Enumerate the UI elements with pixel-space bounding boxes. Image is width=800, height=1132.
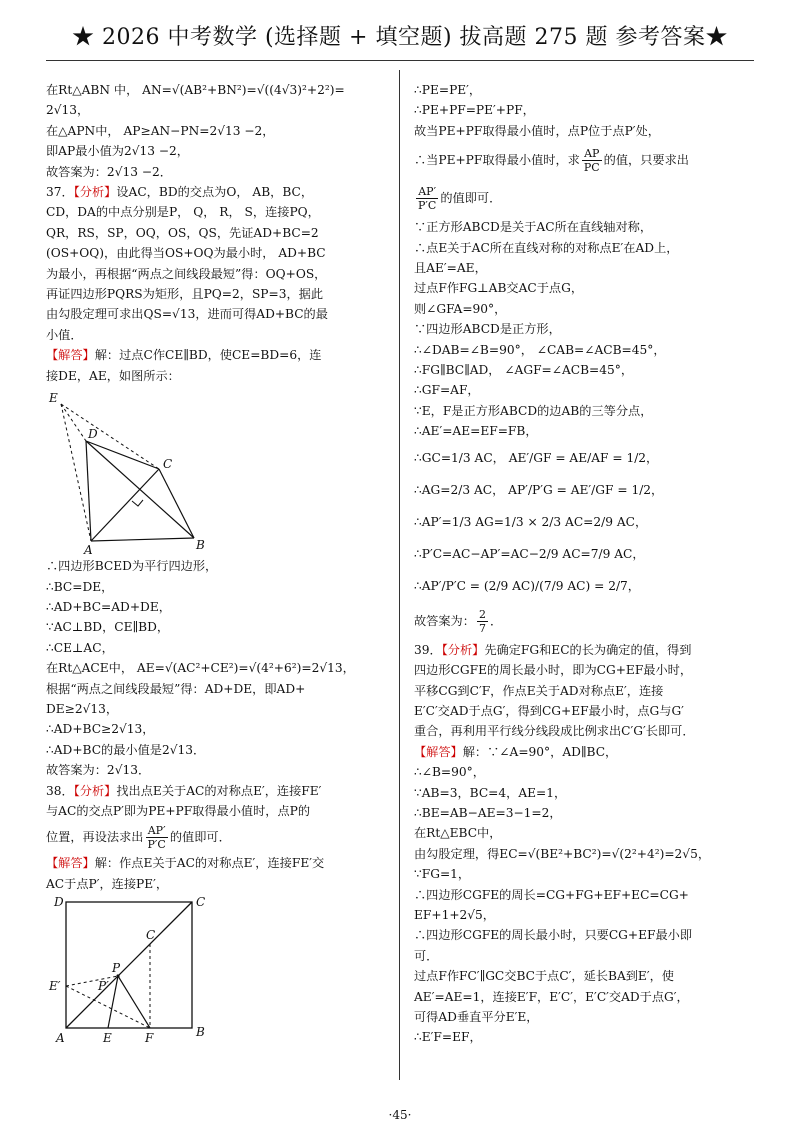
text-line: 且AE′=AE， [414,261,487,276]
header-rule [46,60,754,61]
page-number: ·45· [388,1108,412,1122]
solution-text: 解：∵∠A=90°，AD∥BC， [462,744,618,759]
text-line: ∴四边形CGFE的周长最小时，只要CG+EF最小即 [414,928,693,943]
text-line: ∴AD+BC=AD+DE， [46,599,171,614]
diagonal-AC [66,902,192,1028]
text-line: ∴PE=PE′， [414,83,482,97]
text-line-with-fraction [46,821,386,853]
left-column [46,80,386,1044]
label-A: A [56,1031,65,1045]
text-line: ∴四边形CGFE的周长=CG+FG+EF+EC=CG+ [414,887,689,902]
text-line: ∴四边形BCED为平行四边形， [46,559,218,574]
text-line: ∴AD+BC的最小值是2√13． [46,742,206,757]
label-D: D [88,427,98,442]
text-line: 故当PE+PF取得最小值时，点P位于点P′处， [414,123,660,138]
text-line: 在Rt△ABN 中， AN=√(AB²+BN²)=√((4√3)²+2²)= [46,83,345,97]
fraction [582,147,602,174]
analysis-text: 设AC，BD的交点为O， AB，BC， [116,185,314,200]
denominator: PC [583,161,600,175]
text-line: 在△APN中， AP≥AN−PN=2√13 −2， [46,123,275,138]
text-line: AE′=AE=1，连接E′F，E′C′，E′C′交AD于点G′， [414,989,689,1004]
text-line: ∴AE′=AE=EF=FB， [414,424,538,439]
text-span: 的值即可． [440,191,502,206]
text-line: 与AC的交点P′即为PE+PF取得最小值时，点P的 [46,803,311,818]
label-C: C [163,457,173,472]
text-line: AC于点P′，连接PE′， [46,876,169,891]
text-line: 接DE，AE，如图所示： [46,368,180,383]
analysis-text: 找出点E关于AC的对称点E′，连接FE′ [116,783,322,798]
text-line: 平移CG到C′F，作点E关于AD对称点E′，连接 [414,683,664,698]
text-line: 根据“两点之间线段最短”得：AD+DE，即AD+ [46,681,306,696]
q38-solution-line [46,853,386,873]
label-A: A [84,543,93,557]
text-line: 小值． [46,327,83,342]
fraction [416,185,438,212]
segment-DA [86,441,91,541]
text-line: 故答案为：2√13 −2． [46,164,172,179]
q39-solution-line [414,742,754,762]
text-line: ∴AP′=1/3 AG=1/3 × 2/3 AC=2/9 AC， [414,514,648,529]
text-line: ∵E，F是正方形ABCD的边AB的三等分点， [414,403,653,418]
q37-analysis-line [46,182,386,202]
text-line: ∴AD+BC≥2√13， [46,722,155,737]
analysis-tag: 【分析】 [73,185,117,200]
right-column [414,80,754,1048]
label-P: P [112,961,121,976]
text-line: ∵AB=3，BC=4，AE=1， [414,785,567,800]
segment-AC [91,469,159,541]
text-line-with-fraction [414,141,754,179]
text-line: ∴BC=DE， [46,579,114,594]
text-span: 的值即可． [169,830,231,845]
text-line: QR，RS，SP，OQ，OS，QS，先证AD+BC=2 [46,225,319,240]
text-line: 再证四边形PQRS为矩形，且PQ=2，SP=3，据此 [46,287,324,302]
text-line: 在Rt△ACE中， AE=√(AC²+CE²)=√(4²+6²)=2√13， [46,661,355,676]
text-span: 故答案为： [414,613,475,628]
segment-AB [91,538,194,541]
text-line: ∴FG∥BC∥AD， ∠AGF=∠ACB=45°， [414,363,634,378]
text-line: 过点F作FC′∥GC交BC于点C′，延长BA到E′，使 [414,969,674,984]
label-F: F [145,1031,154,1045]
fraction [146,824,168,851]
q38-analysis-line [46,781,386,801]
text-span: 位置，再设法求出 [46,830,144,845]
label-E: E [103,1031,112,1045]
column-divider [399,70,400,1080]
label-C: C [196,895,206,910]
text-line: 四边形CGFE的周长最小时，即为CG+EF最小时， [414,663,693,678]
text-line: 可得AD垂直平分E′E， [414,1010,539,1024]
page-header-title: ★ 2026 中考数学 (选择题 + 填空题) 拔高题 275 题 参考答案★ [71,25,729,50]
text-line: 过点F作FG⊥AB交AC于点G， [414,281,584,296]
right-angle-mark [132,500,143,506]
text-line: ∴PE+PF=PE′+PF， [414,103,535,118]
text-line: 为最小，再根据“两点之间线段最短”得：OQ+OS， [46,266,327,281]
text-line: 可． [414,948,439,963]
text-line: ∴AP′/P′C = (2/9 AC)/(7/9 AC) = 2/7， [414,578,640,593]
label-E: E [49,391,58,406]
text-line: CD，DA的中点分别是P， Q， R， S，连接PQ， [46,205,320,220]
text-line: ∴E′F=EF， [414,1030,482,1045]
figure-square-svg [46,894,246,1044]
segment-EC-dashed [61,404,159,469]
text-line: 在Rt△EBC中， [414,826,502,841]
text-line: ∵四边形ABCD是正方形， [414,322,561,337]
text-line: ∴点E关于AC所在直线对称的对称点E′在AD上， [414,240,679,255]
text-line: ∵正方形ABCD是关于AC所在直线轴对称， [414,220,653,235]
solution-text: 解：作点E关于AC的对称点E′，连接FE′交 [94,856,325,871]
label-D: D [54,895,64,910]
numerator: AP [582,147,602,161]
text-line: ∴∠DAB=∠B=90°， ∠CAB=∠ACB=45°， [414,342,666,357]
question-number: 37． [46,185,74,200]
text-line: ∴CE⊥AC， [46,640,114,655]
label-E-prime: E′ [49,979,61,994]
solution-tag: 【解答】 [46,348,95,363]
text-line: EF+1+2√5， [414,907,495,922]
text-line: 由勾股定理可求出QS=√13，进而可得AD+BC的最 [46,307,328,322]
denominator: P′C [147,838,166,852]
question-number: 39． [414,642,442,657]
solution-text: 解：过点C作CE∥BD，使CE=BD=6，连 [94,348,322,363]
analysis-text: 先确定FG和EC的长为确定的值，得到 [484,642,692,657]
text-line: ∴BE=AB−AE=3−1=2， [414,805,562,820]
analysis-tag: 【分析】 [441,642,485,657]
text-span: ． [489,613,503,628]
text-line: ∵AC⊥BD，CE∥BD， [46,620,170,635]
figure-quadrilateral [46,386,386,556]
text-line: 重合，再利用平行线分线段成比例求出C′G′长即可． [414,724,695,739]
text-line: ∵FG=1， [414,867,471,882]
denominator: 7 [478,621,486,635]
label-P-prime: P′ [98,979,109,994]
label-B: B [196,1025,205,1040]
numerator: AP′ [146,824,168,838]
solution-tag: 【解答】 [46,856,95,871]
solution-tag: 【解答】 [414,744,463,759]
text-line: ∴GC=1/3 AC， AE′/GF = AE/AF = 1/2， [414,450,659,465]
segment-EA-dashed [61,404,91,541]
figure-quadrilateral-svg [46,386,246,556]
q39-analysis-line [414,640,754,660]
text-line: ∴P′C=AC−AP′=AC−2/9 AC=7/9 AC， [414,546,645,561]
figure-square [46,894,386,1044]
segment-BC [159,469,194,538]
text-span: 的值，只要求出 [603,153,689,168]
text-line: DE≥2√13， [46,701,119,716]
text-line: 故答案为：2√13． [46,763,151,778]
analysis-tag: 【分析】 [73,783,117,798]
denominator: P′C [418,199,437,213]
text-line-with-fraction [414,179,754,217]
text-line: 2√13， [46,103,90,118]
label-B: B [196,538,205,553]
text-span: ∴当PE+PF取得最小值时，求 [414,153,580,168]
text-line: ∴GF=AF， [414,383,480,398]
text-line: 则∠GFA=90°， [414,301,507,316]
label-C-inner: C [146,928,156,943]
text-line: ∴AG=2/3 AC， AP′/P′G = AE′/GF = 1/2， [414,482,664,497]
text-line: 即AP最小值为2√13 −2， [46,144,189,159]
q37-solution-line [46,345,386,365]
segment-PF [118,976,150,1028]
question-number: 38． [46,783,74,798]
numerator: 2 [478,607,486,621]
numerator: AP′ [416,185,438,199]
text-line: (OS+OQ)，由此得当OS+OQ为最小时， AD+BC [46,246,326,261]
text-line: 由勾股定理，得EC=√(BE²+BC²)=√(2²+4²)=2√5， [414,846,711,861]
fraction [477,608,488,635]
text-line: E′C′交AD于点G′，得到CG+EF最小时，点G与G′ [414,703,684,718]
text-line-with-fraction [414,602,754,640]
text-line: ∴∠B=90°， [414,765,485,780]
segment-BD [86,441,194,538]
